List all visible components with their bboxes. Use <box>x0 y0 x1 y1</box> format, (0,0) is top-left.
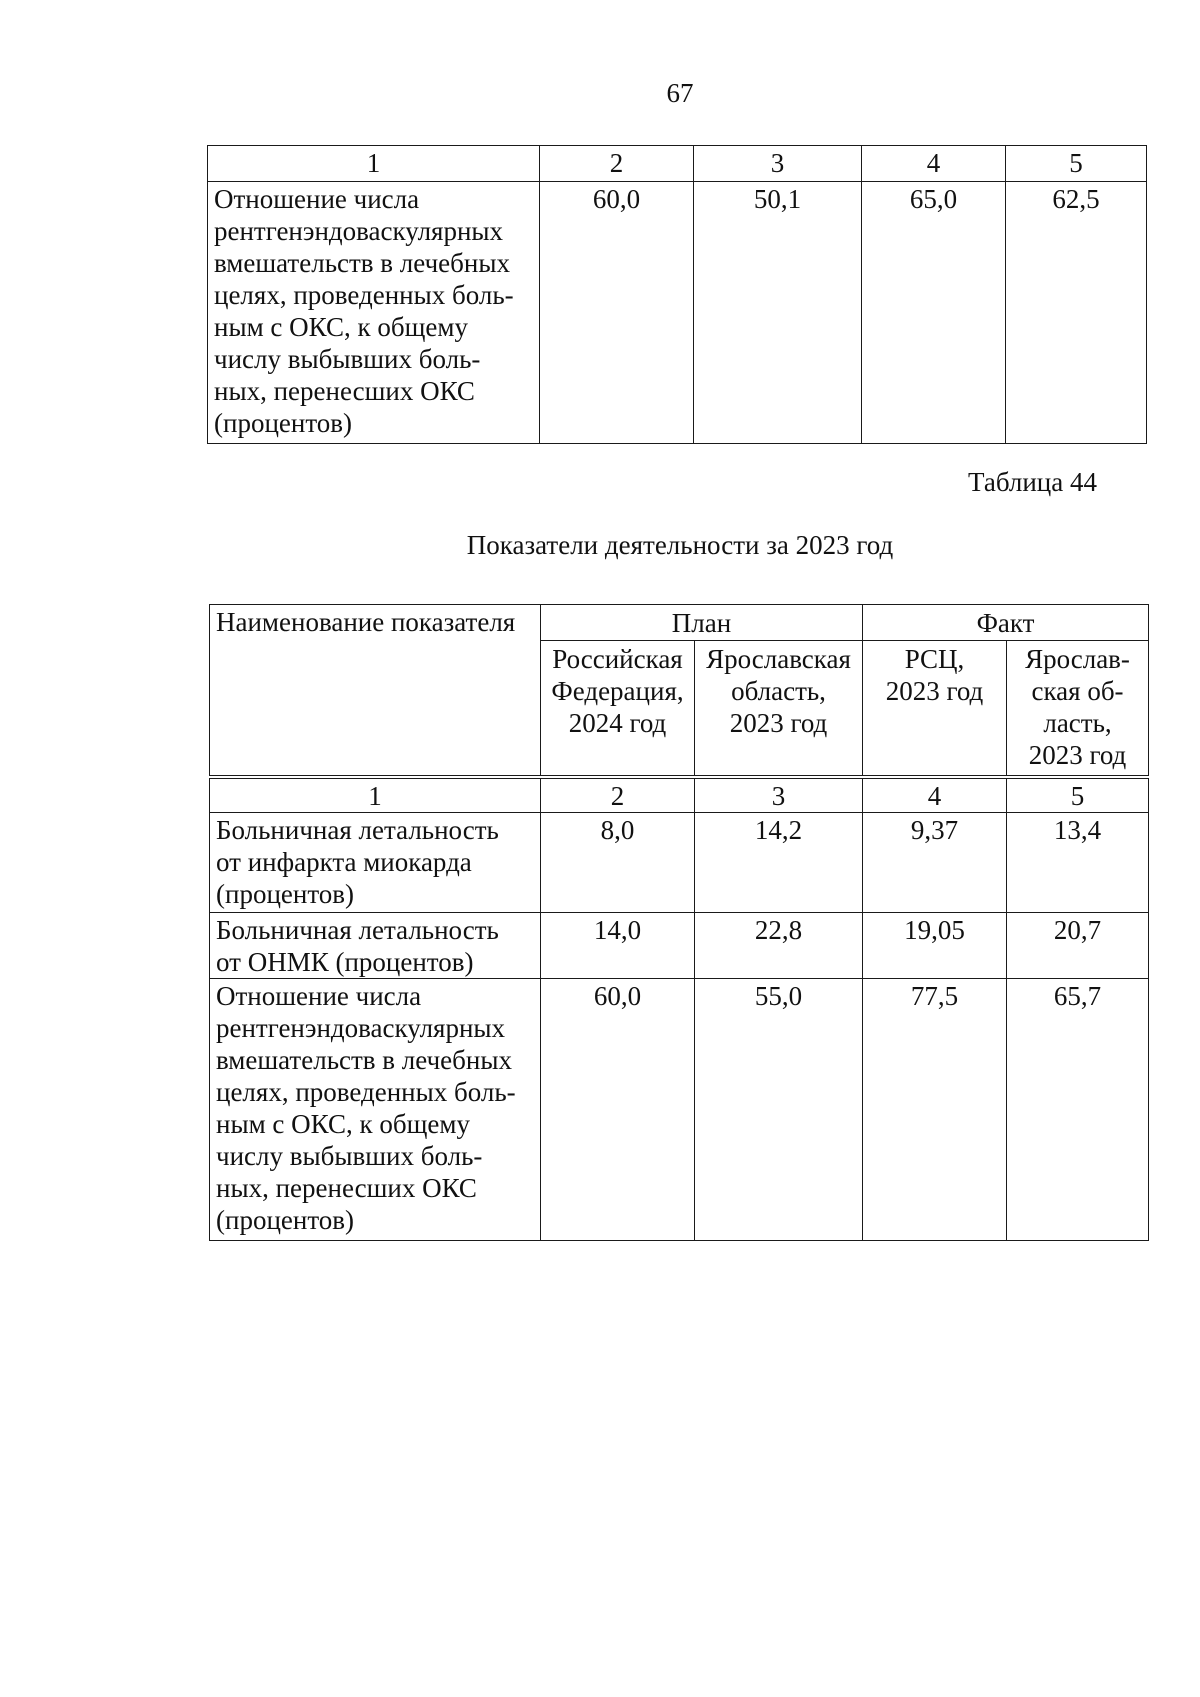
indicator-name-line: (процентов) <box>216 879 355 909</box>
subheader-line: РСЦ, <box>904 644 965 674</box>
indicator-name-line: вмешательств в лечебных <box>214 248 510 278</box>
value-cell: 14,0 <box>541 913 695 979</box>
indicator-name-cell <box>210 913 541 979</box>
value-cell: 19,05 <box>863 913 1007 979</box>
indicator-name-line: целях, проведенных боль- <box>216 1077 516 1107</box>
column-number-cell: 4 <box>863 779 1007 813</box>
indicator-name-line: Отношение числа <box>214 184 420 214</box>
indicator-name-line: ных, перенесших ОКС <box>216 1173 477 1203</box>
column-number-cell: 4 <box>862 146 1006 182</box>
fact-header: Факт <box>863 605 1149 641</box>
subheader-rsc <box>863 641 1007 776</box>
value-cell: 77,5 <box>863 979 1007 1241</box>
indicator-name-line: вмешательств в лечебных <box>216 1045 512 1075</box>
subheader-line: область, <box>731 676 826 706</box>
table-row <box>210 813 1149 913</box>
value-cell: 22,8 <box>695 913 863 979</box>
value-cell: 62,5 <box>1006 182 1147 444</box>
indicator-name-cell <box>210 813 541 913</box>
indicator-name-line: числу выбывших боль- <box>214 344 481 374</box>
indicator-name-line: от ОНМК (процентов) <box>216 947 474 977</box>
subheader-line: 2023 год <box>1028 740 1127 770</box>
subheader-line: Федерация, <box>551 676 684 706</box>
table-title: Показатели деятельности за 2023 год <box>466 530 894 560</box>
indicator-name-line: Больничная летальность <box>216 815 499 845</box>
indicators-table <box>209 604 1149 1241</box>
column-number-cell: 2 <box>540 146 694 182</box>
subheader-russian-federation <box>541 641 695 776</box>
indicator-name-line: (процентов) <box>214 408 353 438</box>
column-number-row <box>210 779 1149 813</box>
column-number-cell: 5 <box>1007 779 1149 813</box>
column-number-cell: 3 <box>694 146 862 182</box>
value-cell: 65,0 <box>862 182 1006 444</box>
table-row <box>208 182 1147 444</box>
subheader-line: 2024 год <box>568 708 667 738</box>
value-cell: 9,37 <box>863 813 1007 913</box>
subheader-line: Ярослав- <box>1025 644 1130 674</box>
subheader-yaroslavl-fact <box>1007 641 1149 776</box>
subheader-line: 2023 год <box>885 676 984 706</box>
subheader-line: ская об- <box>1031 676 1124 706</box>
column-number-cell: 3 <box>695 779 863 813</box>
indicator-name-line: ных, перенесших ОКС <box>214 376 475 406</box>
column-number-cell: 1 <box>210 779 541 813</box>
subheader-line: Ярославская <box>706 644 851 674</box>
indicator-name-header: Наименование показателя <box>210 605 541 776</box>
value-cell: 55,0 <box>695 979 863 1241</box>
subheader-yaroslavl-plan <box>695 641 863 776</box>
table-caption: Таблица 44 <box>968 467 1097 497</box>
indicator-name-line: (процентов) <box>216 1205 355 1235</box>
value-cell: 20,7 <box>1007 913 1149 979</box>
value-cell: 13,4 <box>1007 813 1149 913</box>
column-number-row <box>208 146 1147 182</box>
plan-header: План <box>541 605 863 641</box>
indicator-name-cell <box>208 182 540 444</box>
indicator-name-line: ным с ОКС, к общему <box>216 1109 470 1139</box>
column-number-cell: 5 <box>1006 146 1147 182</box>
header-row <box>210 605 1149 641</box>
value-cell: 60,0 <box>540 182 694 444</box>
value-cell: 14,2 <box>695 813 863 913</box>
column-number-cell: 2 <box>541 779 695 813</box>
indicator-name-line: целях, проведенных боль- <box>214 280 514 310</box>
indicator-name-line: ным с ОКС, к общему <box>214 312 468 342</box>
subheader-line: ласть, <box>1043 708 1112 738</box>
indicator-name-line: от инфаркта миокарда <box>216 847 472 877</box>
indicator-name-line: числу выбывших боль- <box>216 1141 483 1171</box>
value-cell: 60,0 <box>541 979 695 1241</box>
indicator-name-line: рентгенэндоваскулярных <box>214 216 504 246</box>
indicator-name-line: Больничная летальность <box>216 915 499 945</box>
subheader-line: Российская <box>552 644 683 674</box>
indicator-name-line: Отношение числа <box>216 981 422 1011</box>
indicator-name-cell <box>210 979 541 1241</box>
table-row <box>210 913 1149 979</box>
value-cell: 65,7 <box>1007 979 1149 1241</box>
page-number: 67 <box>666 78 694 108</box>
value-cell: 50,1 <box>694 182 862 444</box>
value-cell: 8,0 <box>541 813 695 913</box>
column-number-cell: 1 <box>208 146 540 182</box>
continued-table <box>207 145 1147 444</box>
table-row <box>210 979 1149 1241</box>
indicator-name-line: рентгенэндоваскулярных <box>216 1013 506 1043</box>
subheader-line: 2023 год <box>729 708 828 738</box>
